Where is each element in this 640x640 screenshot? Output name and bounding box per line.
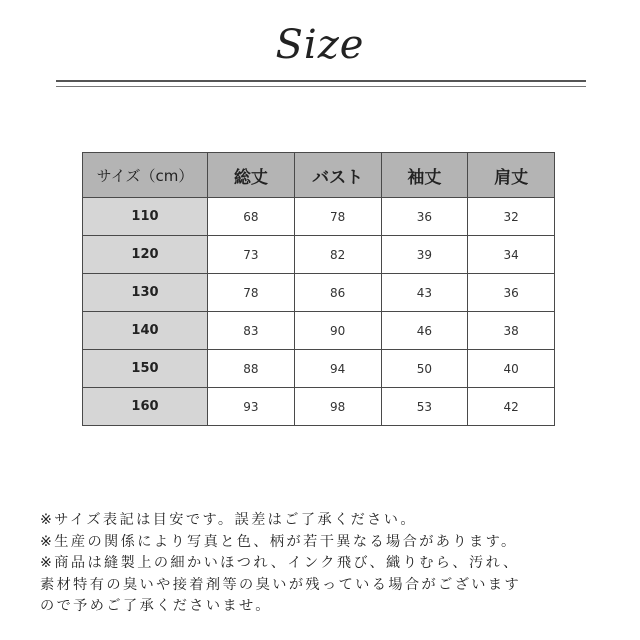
notes bbox=[40, 510, 620, 618]
cell-shoulder: 34 bbox=[468, 236, 555, 274]
header-size: サイズ（cm） bbox=[83, 153, 208, 198]
cell-sleeve-length: 36 bbox=[381, 198, 468, 236]
cell-total-length: 93 bbox=[208, 388, 295, 426]
row-size: 140 bbox=[83, 312, 208, 350]
cell-total-length: 88 bbox=[208, 350, 295, 388]
cell-total-length: 68 bbox=[208, 198, 295, 236]
cell-bust: 90 bbox=[294, 312, 381, 350]
header-total-length: 総丈 bbox=[208, 153, 295, 198]
note-line: 素材特有の臭いや接着剤等の臭いが残っている場合がございます bbox=[40, 576, 522, 593]
cell-bust: 78 bbox=[294, 198, 381, 236]
cell-bust: 98 bbox=[294, 388, 381, 426]
table-row bbox=[83, 236, 555, 274]
header-bust: バスト bbox=[294, 153, 381, 198]
note-line: ※生産の関係により写真と色、柄が若干異なる場合があります。 bbox=[40, 533, 518, 550]
cell-shoulder: 38 bbox=[468, 312, 555, 350]
cell-bust: 82 bbox=[294, 236, 381, 274]
cell-shoulder: 32 bbox=[468, 198, 555, 236]
title-divider-top bbox=[56, 80, 586, 82]
cell-sleeve-length: 50 bbox=[381, 350, 468, 388]
table-row bbox=[83, 312, 555, 350]
note-line: ※サイズ表記は目安です。誤差はご了承ください。 bbox=[40, 512, 417, 528]
row-size: 150 bbox=[83, 350, 208, 388]
cell-bust: 86 bbox=[294, 274, 381, 312]
cell-shoulder: 42 bbox=[468, 388, 555, 426]
page-title: Size bbox=[275, 22, 365, 68]
cell-bust: 94 bbox=[294, 350, 381, 388]
cell-total-length: 73 bbox=[208, 236, 295, 274]
cell-sleeve-length: 53 bbox=[381, 388, 468, 426]
cell-sleeve-length: 43 bbox=[381, 274, 468, 312]
table-row bbox=[83, 198, 555, 236]
cell-total-length: 83 bbox=[208, 312, 295, 350]
size-table bbox=[82, 152, 555, 426]
cell-sleeve-length: 46 bbox=[381, 312, 468, 350]
note-line: ので予めご了承くださいませ。 bbox=[40, 598, 272, 614]
note-line: ※商品は縫製上の細かいほつれ、インク飛び、織りむら、汚れ、 bbox=[40, 555, 520, 571]
table-row bbox=[83, 388, 555, 426]
row-size: 110 bbox=[83, 198, 208, 236]
table-header-row bbox=[83, 153, 555, 198]
row-size: 130 bbox=[83, 274, 208, 312]
header-shoulder: 肩丈 bbox=[468, 153, 555, 198]
cell-sleeve-length: 39 bbox=[381, 236, 468, 274]
table-row bbox=[83, 350, 555, 388]
header-sleeve-length: 袖丈 bbox=[381, 153, 468, 198]
cell-total-length: 78 bbox=[208, 274, 295, 312]
title-divider-bottom bbox=[56, 86, 586, 87]
cell-shoulder: 40 bbox=[468, 350, 555, 388]
cell-shoulder: 36 bbox=[468, 274, 555, 312]
table-row bbox=[83, 274, 555, 312]
row-size: 160 bbox=[83, 388, 208, 426]
row-size: 120 bbox=[83, 236, 208, 274]
